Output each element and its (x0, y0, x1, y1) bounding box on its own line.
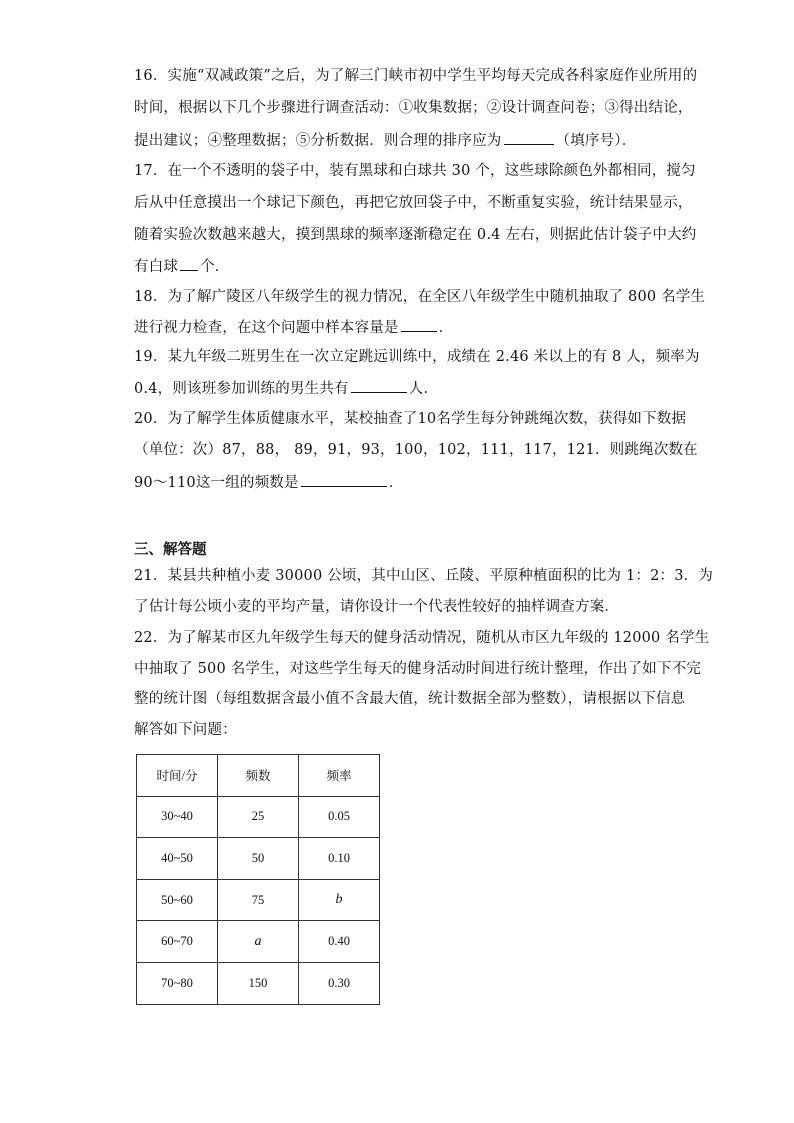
q21-line-2: 了估计每公顷小麦的平均产量，请你设计一个代表性较好的抽样调查方案． (134, 599, 620, 615)
q17-line-1: 17．在一个不透明的袋子中，装有黑球和白球共 30 个，这些球除颜色外都相同，搅匀 (134, 163, 696, 179)
table-row (137, 921, 380, 963)
table-cell: 0.30 (299, 962, 380, 1004)
q18-line-2 (134, 317, 453, 338)
table-cell-variable-a: a (218, 921, 299, 963)
q22-line-3: 整的统计图（每组数据含最小值不含最大值，统计数据全部为整数），请根据以下信息 (134, 691, 686, 707)
q18-line-2-suffix: ． (438, 320, 454, 336)
table-header-row (137, 755, 380, 797)
q17-answer-blank[interactable] (180, 256, 198, 271)
table-cell: 50 (218, 838, 299, 880)
q17-line-4 (134, 256, 230, 277)
frequency-table (136, 754, 380, 1005)
q19-answer-blank[interactable] (351, 378, 407, 393)
q22-line-4: 解答如下问题： (134, 722, 237, 738)
q20-answer-blank[interactable] (301, 472, 387, 487)
q22-line-1: 22．为了解某市区九年级学生每天的健身活动情况，随机从市区九年级的 12000 名学生 (134, 630, 710, 646)
q20-line-3 (134, 472, 403, 493)
q18-answer-blank[interactable] (401, 317, 437, 332)
q20-line-3-text: 90～110这一组的频数是 (134, 475, 299, 491)
q21-line-1: 21．某县共种植小麦 30000 公顷，其中山区、丘陵、平原种植面积的比为 1：2：3．为 (134, 568, 714, 584)
table-cell: 25 (218, 796, 299, 838)
q17-line-4-suffix: 个． (200, 259, 230, 275)
q17-line-4-text: 有白球 (134, 259, 179, 275)
table-header-frequency-count: 频数 (218, 755, 299, 797)
table-cell: 40~50 (137, 838, 218, 880)
table-cell: 60~70 (137, 921, 218, 963)
q18-line-2-text: 进行视力检查，在这个问题中样本容量是 (134, 320, 399, 336)
table-header-time: 时间/分 (137, 755, 218, 797)
q20-line-1: 20．为了解学生体质健康水平，某校抽查了10名学生每分钟跳绳次数，获得如下数据 (134, 411, 687, 427)
table-cell: 50~60 (137, 879, 218, 921)
q18-line-1: 18．为了解广陵区八年级学生的视力情况，在全区八年级学生中随机抽取了 800 名学生 (134, 289, 706, 305)
table-cell: 75 (218, 879, 299, 921)
table-header-frequency-rate: 频率 (299, 755, 380, 797)
q16-line-3-suffix: （填序号）． (555, 133, 637, 149)
table-cell: 0.40 (299, 921, 380, 963)
table-row (137, 838, 380, 880)
table-row (137, 796, 380, 838)
table-row (137, 962, 380, 1004)
q16-line-3 (134, 130, 636, 151)
q17-line-2: 后从中任意摸出一个球记下颜色，再把它放回袋子中，不断重复实验，统计结果显示， (134, 195, 693, 211)
table-cell: 30~40 (137, 796, 218, 838)
q22-line-2: 中抽取了 500 名学生，对这些学生每天的健身活动时间进行统计整理，作出了如下不完 (134, 661, 702, 677)
q17-line-3: 随着实验次数越来越大，摸到黑球的频率逐渐稳定在 0.4 左右，则据此估计袋子中大约 (134, 227, 697, 243)
q19-line-1: 19．某九年级二班男生在一次立定跳远训练中，成绩在 2.46 米以上的有 8 人，频率为 (134, 349, 700, 365)
q19-line-2-suffix: 人． (408, 381, 439, 397)
table-row (137, 879, 380, 921)
q16-answer-blank[interactable] (504, 130, 554, 145)
table-cell: 150 (218, 962, 299, 1004)
q16-line-2: 时间，根据以下几个步骤进行调查活动：①收集数据；②设计调查问卷；③得出结论， (134, 100, 693, 116)
q16-line-1: 16．实施“双减政策”之后，为了解三门峡市初中学生平均每天完成各科家庭作业所用的 (134, 68, 698, 84)
table-cell: 70~80 (137, 962, 218, 1004)
q16-line-3-text: 提出建议；④整理数据；⑤分析数据．则合理的排序应为 (134, 133, 502, 149)
table-cell: 0.05 (299, 796, 380, 838)
q19-line-2-text: 0.4，则该班参加训练的男生共有 (134, 381, 349, 397)
section-3-title: 三、解答题 (134, 541, 207, 558)
q20-line-3-suffix: ． (388, 475, 404, 491)
table-cell-variable-b: b (299, 879, 380, 921)
table-cell: 0.10 (299, 838, 380, 880)
q20-line-2: （单位：次）87，88， 89，91，93，100，102，111，117，121．则跳绳次数在 (134, 442, 698, 458)
q19-line-2 (134, 378, 438, 399)
